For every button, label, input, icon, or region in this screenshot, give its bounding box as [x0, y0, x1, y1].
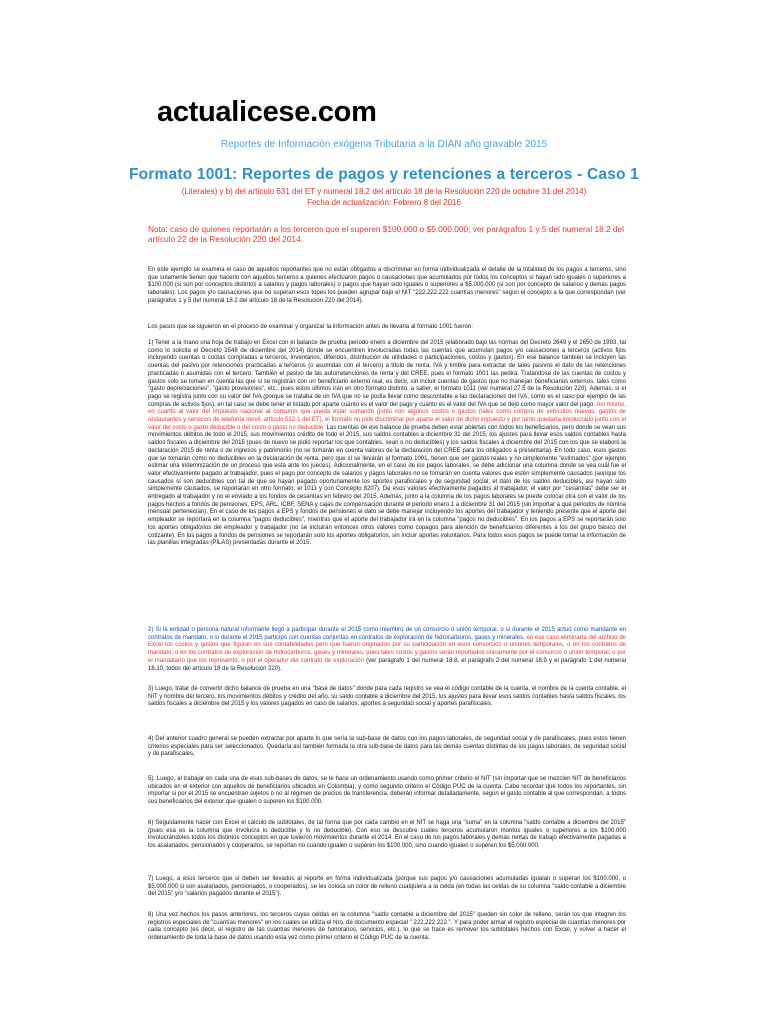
step-3-paragraph: 3) Luego, tratar de convertir dicho balance de prueba en una "base de datos" donde para cada registro se vea el código contable de la cuenta, el nombre de la cuenta contable, el NIT y nombre del tercero, los movimientos débitos y crédito del año, su saldo contable a diciembre del 2015, los ajustes para llevar esos saldos contables hasta saldos fiscales, los saldos fiscales a diciembre del 2015 y los valores pagados en caso de salarios, aportes a seguridad social y aportes parafiscales. [148, 686, 626, 708]
step-8-paragraph: 8) Una vez hechos los pasos anteriores, los terceros cuyas celdas en la columna "saldo contable a diciembre del 2015" queden sin color de relleno, serán los que integren los registros especiales de "cuantías menores" en los cuales se utiliza el Nro. de documento especial " 222.222.222 ". Y para poder armar el registro especial de cuantías menores por cada concepto (es decir, el registro de las cuantías menores de honorarios, servicios, etc.), lo que se hace es remover los subtotales hechos con Excel, y volver a hacer el ordenamiento de toda la base de datos usando esta vez como primer criterio el Código PUC de la cuenta. [148, 912, 626, 942]
step-6-paragraph: 6) Seguidamente hacer con Excel el cálculo de subtotales, de tal forma que por cada cambio en el NIT se haga una "suma" en la columna "saldo contable a diciembre del 2015" (pues esa es la columna que involucra lo deducible y lo no deducible). Con eso se descubre cuáles terceros acumularon montos iguales o superiores a los $100.000 involucrándoles todos los distintos conceptos en que tuvieron movimientos durante el 2014. En el caso de los pagos laborales y demás rentas de trabajo efectivamente pagadas a los asalariados, pensionados y cooperados, se reportan no cuando igualen o superen los $100.000, sino cuando igualen o superen los $5.000.000. [148, 820, 626, 850]
step-7-paragraph: 7) Luego, a esos terceros que sí deben ser llevados al reporte en forma individualizada (porque sus pagos y/o causaciones acumuladas igualan o superan los $100.000, o $5.000.000 si son asalariados, pensionados, o cooperados), se les coloca un color de relleno cualquiera a la celda (en todas las celdas de su columna "saldo contable a diciembre del 2015" y/o "salarios pagados durante el 2015"). [148, 876, 626, 898]
step-5-paragraph: 5). Luego, al trabajar en cada una de esas sub-bases de datos, se le hace un ordenamiento usando como primer criterio el NIT (sin importar que se mezclen NIT de beneficiarios ubicados en el exterior con aquellos de beneficiarios ubicados en Colombia), y como segundo criterio el Código PUC de la cuenta. Cabe recordar que todos los reportantes, sin importar si por el 2015 se encuentran sujetos o no al régimen de precios de transferencia, deberán informar detalladamente, según el gasto contable al que correspondan, a todos sus beneficiarios del exterior que igualen o superen los $100.000. [148, 776, 626, 806]
step-1-highlight: Así mismo, en cuanto al valor del impuesto nacional al consumo que pueda estar sumando (junto con algunos costos o gastos (tales como compra de vehículos nuevos, gastos de restaurantes y servicios de telefonía movil, artículo 512-1 del ET), el formato no pide discriminar por aparte el valor de dicho impuesto y por tanto quedaría involucrado junto con el valor del costo o gasto deducible o del costo o gasto no deducible. [148, 401, 626, 431]
step-1-paragraph [148, 340, 626, 548]
note-paragraph: Nota: caso de quienes reportarán a los terceros que el superen $100.000 o $5.000.000; ver parágrafos 1 y 5 del numeral 18.2 del artículo 22 de la Resolución 220 del 2014. [148, 224, 625, 244]
step-1-text-b: Las cuentas de ese balance de prueba deben estar abiertas con todos los beneficiarios, pero donde se vean sus movimientos débitos de todo el 2015, sus movimientos crédito de todo el 2015, sus saldos contables a diciembre 31 del 2015, los ajustes para llevar esos saldos contables hasta saldos fiscales a diciembre del 2015 (pues de nuevo se pidió reportar los que contables, sean o no deducibles) y los saldos fiscales a diciembre del 2015 con los que se elaboró la declaración 2015 de renta o de ingresos y patrimonio (no se tomarán en cuenta valores de la declaración del CREE para los obligados a presentarla). En todo caso, esos gastos que se tomarán como no deducibles en la declaración de renta, pero que sí se llevarán al formato 1001, tienen que ser gastos reales y no simplemente "estimados" (por ejemplo estimar una indemnización de un proceso que está ante los jueces). Adicionalmente, en el caso de los pagos laborales, se debe adicionar una columna donde se vea cuál fue el valor efectivamente pagado al trabajador, pues el pago por concepto de salarios y pagos laborales no se tomarán en cuenta valores que estén simplemente causados (aunque los causados sí son deducibles con tal de que se hayan pagado oportunamente los aportes parafiscales y de seguridad social; el dato de los saldos deducibles, así hayan sido simplemente causados, se reportarán en otro formato, el 1011 y con Concepto 8207). De esos valores efectivamente pagados al trabajador, el valor por "cesantías" debe ser el entregado al trabajador y no el enviado a los fondos de cesantías en febrero del 2015. Además, junto a la columna de los pagos laborales se puede colocar otra con el valor de los pagos hechos a fondos de pensiones, EPS, ARL, ICBF, SENA y cajas de compensación durante el periodo enero 1 a diciembre 31 del 2015 (sin importar a qué periodos de nómina mensual pertenecían). En el caso de los pagos a EPS y fondos de pensiones el dato se debe manejar incluyendo los aportes del trabajador y teniendo presente que el aporte del empleador se reportará en la columna "pagos deducibles", mientras que el aporte del trabajador irá en la columna "pagos no deducibles". En los pagos a EPS se reportarán solo los aportes obligatorios del empleador y trabajador (no se incluirán entonces otros valores como copagos para atención de beneficiarios diferentes a los del grupo básico del cotizante). En los pagos a fondos de pensiones se reportarán solo los aportes obligatorios, sin incluir aportes voluntarios. Para todos esos pagos se puede tomar la información de las planillas integradas (PILAS) presentadas durante el 2015. [148, 424, 627, 547]
document-title-reference: (Literales) y b) del artículo 631 del ET y numeral 18.2 del artículo 18 de la Resolución 220 de octubre 31 del 2014) [181, 187, 587, 196]
step-2-paragraph [148, 627, 626, 673]
intro-paragraph: En este ejemplo se examina el caso de aquellos reportantes que no están obligados a discriminar en forma individualizada el detalle de la totalidad de los pagos a terceros, sino que solamente tienen que hacerlo con aquellos terceros a quienes efectuaron pagos o causaciones que acumulados por todos los conceptos sí hayan sido iguales o superiores a $100.000 (si son por conceptos distintos a salarios y pagos laborales) o pagos que hayan sido iguales o superiores a $5.000.000 (si son por concepto de salarios y demás pagos laborales). Los pagos y/o causaciones que no superan esos topes los pueden agrupar bajo el NIT "222.222.222 cuantías menores" según el concepto a la que correspondan (ver parágrafos 1 y 5 del numeral 18.2 del artículo 18 de la Resolución 220 del 2014). [148, 267, 626, 304]
step-2-text-a: 2) Si la entidad o persona natural informante llegó a participar durante el 2015 como miembro de un consorcio o unión temporal, o si durante el 2015 actuó como mandante en contratos de mandato, o si durante el 2015 participó con cuentas conjuntas en contratos de exploración de hidrocarburos, gases y minerales, [148, 627, 626, 641]
update-date: Fecha de actualización: Febrero 8 del 2016 [307, 198, 461, 207]
page-subtitle: Reportes de Información exógena Tributaria a la DIAN año gravable 2015 [220, 139, 548, 150]
step-2-text-b: (ver parágrafo 1 del numeral 18.8, el parágrafo 2 del numeral 18.9 y el parágrafo 1 del numeral 18.10, todos del artículo 18 de la Resolución 220). [148, 657, 626, 672]
step-4-paragraph: 4) Del anterior cuadro general se pueden extractar por aparte lo que sería la sub-base de datos con los pagos laborales, de seguridad social y de parafiscales, pues estos tienen criterios especiales para ser seleccionados. Quedaría así también formada la otra sub-base de datos para las demás cuentas distintas de los pagos laborales, de seguridad social y de parafiscales, [148, 736, 626, 758]
step-1-text-a: 1) Tener a la mano una hoja de trabajo en Excel con el balance de prueba periodo enero a diciembre del 2015 (elaborado bajo las normas del Decreto 2649 y el 2650 de 1993, tal como lo solicita el Decreto 2548 de diciembre del 2014) donde se encuentren involucradas todas las cuentas que acumulan pagos y/o causaciones a terceros (activos fijos incluyendo cuentas o cuotas compradas a terceros, inventarios, diferidos, distribución de utilidades o participaciones, costos y gastos). En ese balance también se incluyen las cuentas del pasivo por retenciones practicadas a terceros (o asumidas con el tercero) a título de renta, IVA y timbre para extractar de tales pasivos el dato de las retenciones practicadas o asumidas con el tercero. También el pasivo de las autorretenciones de renta y del CREE, pues el formato 1001 las pedirá. Tratándose de las cuentas de costos y gastos solo se toman en cuenta las que si se registran con un beneficiario externo real, es decir, sin incluir cuentas de gastos que no manejan beneficiarios externos, tales como "gasto depreciaciones", "gasto provisiones", etc., pues estos últimos irán en otro formato distinto, a saber, el formato 1011 (ver numeral 27.5 de la Resolución 220). Además, si el pago se registra junto con su valor del IVA (porque se trataba de un IVA que no se podía llevar como descontable a las declaraciones del IVA, como es el caso por ejemplo de las compras de activos fijos), en tal caso se debe tener el listado por aparte cuánto es el valor del pago y cuánto es el valor del IVA que se dejó como mayor valor del pago. [148, 340, 626, 408]
site-logo: actualicese.com [157, 96, 377, 128]
step-2-highlight: en ese caso eliminaría del archivo de Excel los costos y gastos que figuran en sus contabilidades pero que fueron originados por su participación en esos consorcios o uniones temporales, o en los contratos de mandato, o en los contratos de exploración de hidrocarburos, gases y minerales, pues tales costos y gastos serán reportados únicamente por el consorcio o unión temporal, o por el mandatario que los representó, o por el operador del contrato de exploración [148, 634, 626, 664]
steps-intro-paragraph: Los pasos que se siguieron en el proceso de examinar y organizar la información antes de llevarla al formato 1001 fueron: [148, 324, 473, 330]
document-title: Formato 1001: Reportes de pagos y retenciones a terceros - Caso 1 [128, 166, 640, 183]
